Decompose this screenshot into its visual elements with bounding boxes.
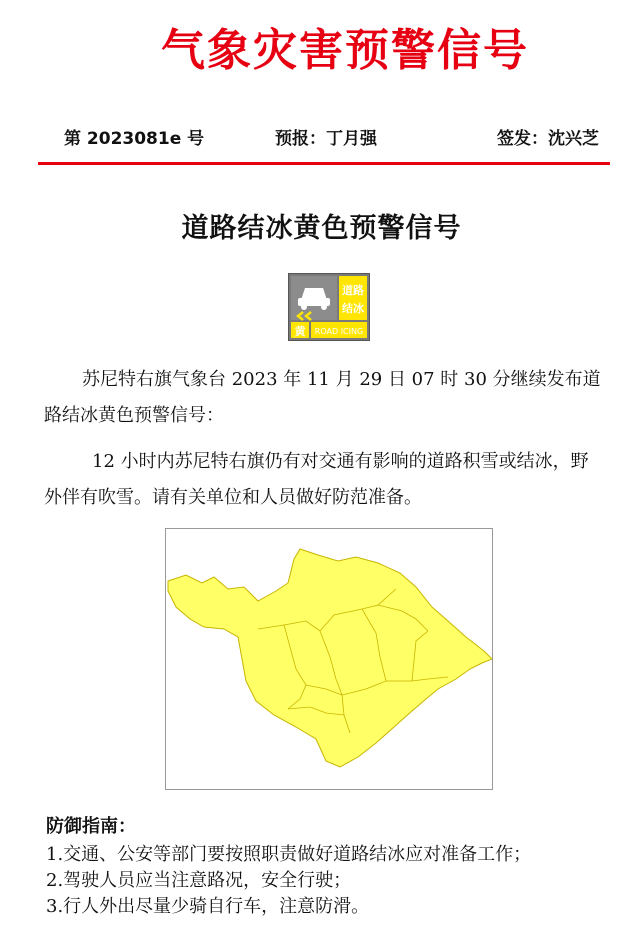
red-divider — [38, 162, 610, 165]
road-icing-yellow-warning-icon — [288, 273, 370, 341]
signal-title: 道路结冰黄色预警信号 — [181, 213, 462, 244]
warning-area-map — [165, 528, 493, 790]
document-number: 第 2023081e 号 — [64, 129, 205, 149]
issuer: 签发：沈兴芝 — [497, 129, 599, 149]
region-map-svg — [166, 529, 492, 789]
icon-text-top: 道路 — [342, 284, 364, 297]
guide-item: 3.行人外出尽量少骑自行车，注意防滑。 — [46, 896, 370, 917]
body-paragraph-2: 12 小时内苏尼特右旗仍有对交通有影响的道路积雪或结冰，野外伴有吹雪。请有关单位和人员做好防范准备。 — [44, 451, 589, 508]
meta-row — [0, 124, 643, 150]
guide-item: 2.驾驶人员应当注意路况，安全行驶； — [46, 870, 352, 891]
icon-caption: ROAD ICING — [314, 327, 364, 336]
document-title: 气象灾害预警信号 — [161, 25, 529, 76]
guide-heading: 防御指南： — [46, 816, 136, 837]
icon-level-char: 黄 — [294, 325, 306, 338]
icon-text-bottom: 结冰 — [342, 302, 364, 315]
guide-item: 1.交通、公安等部门要按照职责做好道路结冰应对准备工作； — [46, 844, 532, 865]
body-paragraph-1: 苏尼特右旗气象台 2023 年 11 月 29 日 07 时 30 分继续发布道路结冰黄色预警信号： — [44, 369, 601, 426]
forecaster: 预报：丁月强 — [275, 129, 377, 149]
guide-list — [46, 842, 626, 920]
